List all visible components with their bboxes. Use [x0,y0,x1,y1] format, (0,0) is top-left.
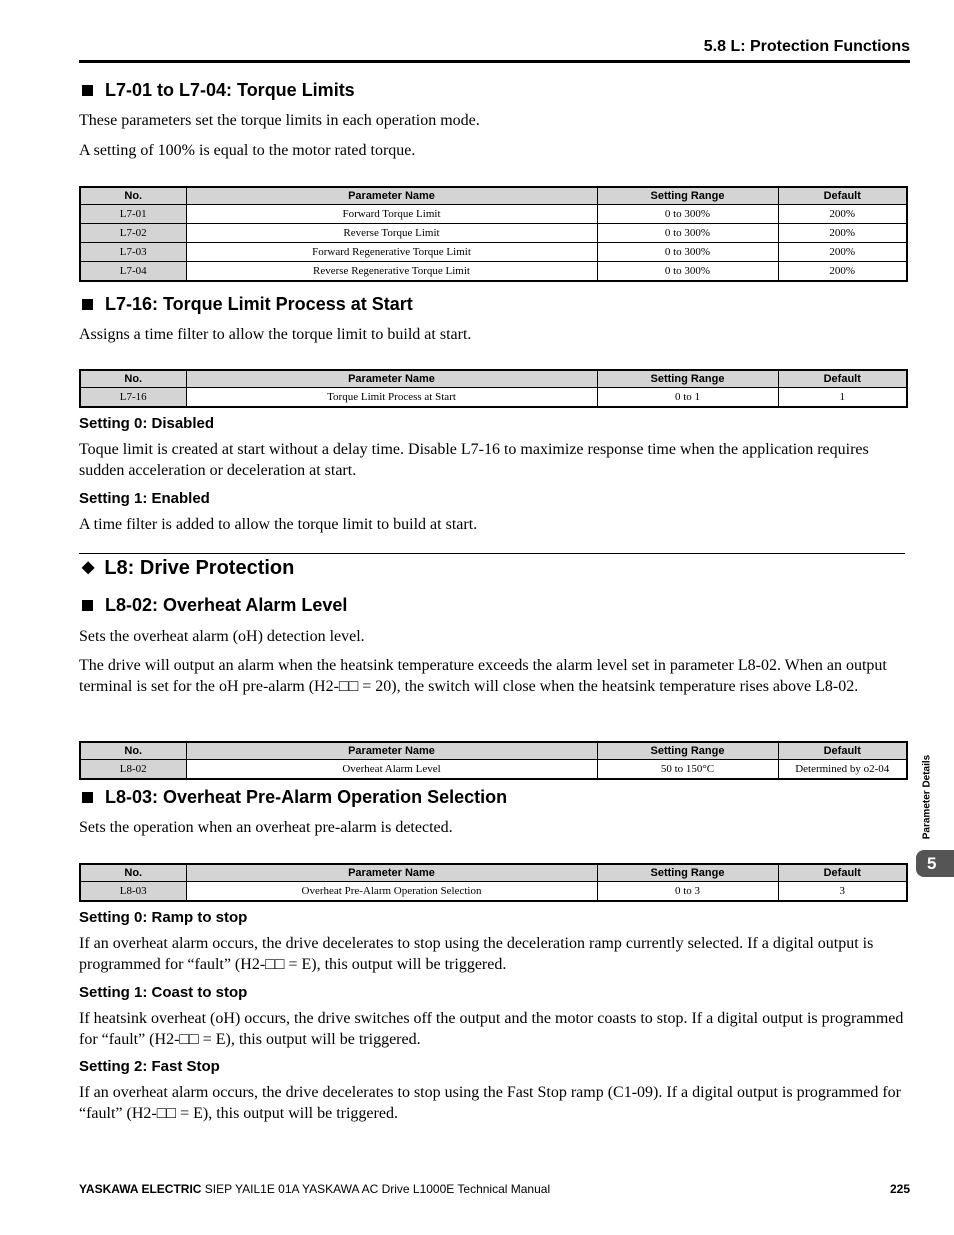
col-header-range: Setting Range [597,370,778,388]
heading-text: L7-16: Torque Limit Process at Start [105,294,413,314]
heading-l7-01-torque-limits [82,80,355,101]
footer-brand: YASKAWA ELECTRIC [79,1182,202,1196]
cell-name: Reverse Torque Limit [186,224,597,243]
cell-range: 0 to 300% [597,243,778,262]
cell-default: 1 [778,388,907,408]
setting-heading: Setting 2: Fast Stop [79,1058,220,1075]
col-header-name: Parameter Name [186,742,597,760]
heading-text: L8-03: Overheat Pre-Alarm Operation Selection [105,787,508,807]
cell-name: Overheat Pre-Alarm Operation Selection [186,882,597,902]
cell-default: 200% [778,205,907,224]
paragraph: If an overheat alarm occurs, the drive decelerates to stop using the deceleration ramp currently selected. If a digital output is programmed for “fault” (H2-□□ = E), this output will be triggered. [79,935,874,973]
cell-range: 0 to 300% [597,205,778,224]
header-rule [79,60,910,63]
cell-no: L8-03 [80,882,186,902]
cell-default: 200% [778,224,907,243]
paragraph: The drive will output an alarm when the heatsink temperature exceeds the alarm level set in parameter L8-02. When an output terminal is set for the oH pre-alarm (H2-□□ = 20), the switch will close when the heatsink temperature rises above L8-02. [79,657,887,695]
col-header-no: No. [80,864,186,882]
table-header-row [80,742,907,760]
cell-name: Overheat Alarm Level [186,760,597,780]
table-header-row [80,864,907,882]
page-number: 225 [889,1182,910,1196]
cell-no: L7-02 [80,224,186,243]
col-header-no: No. [80,187,186,205]
table-row [80,760,907,780]
table-header-row [80,370,907,388]
cell-no: L7-03 [80,243,186,262]
parameter-table-l7-16 [79,369,908,408]
paragraph: If heatsink overheat (oH) occurs, the drive switches off the output and the motor coasts to stop. If a digital output is programmed for “fault” (H2-□□ = E), this output will be triggered. [79,1010,904,1048]
cell-default: 200% [778,262,907,282]
table-header-row [80,187,907,205]
footer-doc: SIEP YAIL1E 01A YASKAWA AC Drive L1000E Technical Manual [201,1182,551,1196]
heading-text: L8-02: Overheat Alarm Level [105,595,348,615]
heading-text: L8: Drive Protection [104,557,295,579]
cell-name: Torque Limit Process at Start [186,388,597,408]
cell-no: L7-04 [80,262,186,282]
parameter-table-l8-03 [79,863,908,902]
col-header-default: Default [778,370,907,388]
paragraph: Sets the overheat alarm (oH) detection level. [79,628,365,645]
table-row [80,262,907,282]
cell-range: 0 to 300% [597,262,778,282]
square-bullet-icon [82,85,93,96]
paragraph: These parameters set the torque limits in each operation mode. [79,112,480,129]
table-row [80,388,907,408]
setting-heading: Setting 1: Coast to stop [79,984,248,1001]
col-header-name: Parameter Name [186,864,597,882]
paragraph: Toque limit is created at start without a delay time. Disable L7-16 to maximize response time when the application requires sudden acceleration or deceleration at start. [79,441,869,479]
table-row [80,243,907,262]
paragraph: A time filter is added to allow the torque limit to build at start. [79,516,478,533]
cell-range: 0 to 1 [597,388,778,408]
cell-no: L7-01 [80,205,186,224]
col-header-range: Setting Range [597,864,778,882]
chapter-side-label [920,745,934,849]
col-header-name: Parameter Name [186,370,597,388]
paragraph: Assigns a time filter to allow the torque limit to build at start. [79,326,472,343]
heading-l8-02 [82,595,347,616]
heading-text: L7-01 to L7-04: Torque Limits [105,80,355,100]
cell-default: 3 [778,882,907,902]
paragraph: If an overheat alarm occurs, the drive decelerates to stop using the Fast Stop ramp (C1-09). If a digital output is programmed for “fault” (H2-□□ = E), this output will be triggered. [79,1084,901,1122]
cell-range: 0 to 300% [597,224,778,243]
cell-range: 0 to 3 [597,882,778,902]
diamond-bullet-icon: ◆ [82,559,95,576]
setting-heading: Setting 0: Disabled [79,415,215,432]
table-row [80,205,907,224]
square-bullet-icon [82,600,93,611]
col-header-default: Default [778,742,907,760]
col-header-name: Parameter Name [186,187,597,205]
cell-range: 50 to 150°C [597,760,778,780]
col-header-no: No. [80,370,186,388]
col-header-default: Default [778,864,907,882]
running-header: 5.8 L: Protection Functions [703,38,910,55]
paragraph: Sets the operation when an overheat pre-alarm is detected. [79,819,453,836]
square-bullet-icon [82,792,93,803]
col-header-range: Setting Range [597,742,778,760]
chapter-side-label-text: Parameter Details [921,754,933,840]
cell-no: L8-02 [80,760,186,780]
paragraph: A setting of 100% is equal to the motor rated torque. [79,142,416,159]
footer [79,1182,550,1196]
chapter-tab: 5 [916,850,954,877]
table-row [80,882,907,902]
cell-name: Forward Torque Limit [186,205,597,224]
col-header-no: No. [80,742,186,760]
col-header-default: Default [778,187,907,205]
heading-l8-drive-protection [82,557,294,580]
square-bullet-icon [82,299,93,310]
heading-l8-03 [82,787,507,808]
cell-name: Forward Regenerative Torque Limit [186,243,597,262]
section-rule [79,553,905,554]
parameter-table-l8-02 [79,741,908,780]
cell-default: 200% [778,243,907,262]
cell-name: Reverse Regenerative Torque Limit [186,262,597,282]
setting-heading: Setting 0: Ramp to stop [79,909,248,926]
cell-no: L7-16 [80,388,186,408]
table-row [80,224,907,243]
parameter-table-l7-01 [79,186,908,282]
cell-default: Determined by o2-04 [778,760,907,780]
heading-l7-16 [82,294,413,315]
setting-heading: Setting 1: Enabled [79,490,210,507]
col-header-range: Setting Range [597,187,778,205]
